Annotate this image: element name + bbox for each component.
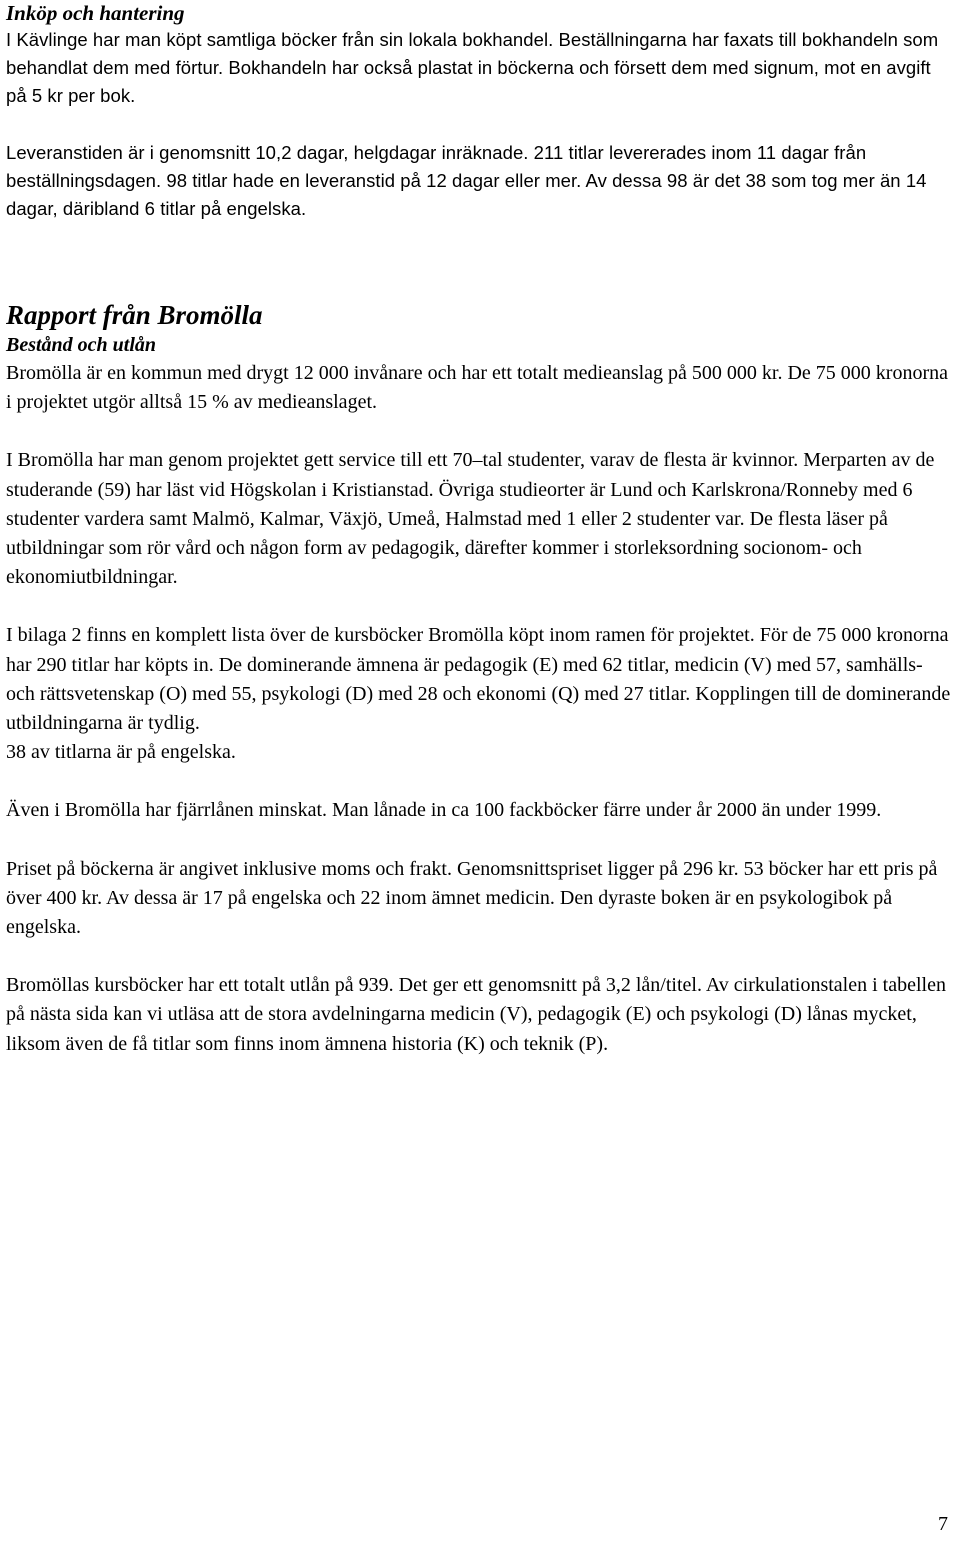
section-heading-inkop: Inköp och hantering	[6, 1, 185, 25]
paragraph-inkop: I Kävlinge har man köpt samtliga böcker från sin lokala bokhandel. Beställningarna har faxats till bokhandeln som behandlat dem med förtur. Bokhandeln har också plastat in böckerna och försett dem med signum, mot en avgift på 5 kr per bok.	[6, 29, 939, 106]
paragraph-gap	[6, 592, 956, 621]
paragraph-pris: Priset på böckerna är angivet inklusive moms och frakt. Genomsnittspriset ligger på 296 kr. 53 böcker har ett pris på över 400 kr. Av dessa är 17 på engelska och 22 inom ämnet medicin. Den dyraste boken är en psykologibok på engelska.	[6, 857, 938, 939]
paragraph-kommun: Bromölla är en kommun med drygt 12 000 invånare och har ett totalt medieanslag på 500 000 kr. De 75 000 kronorna i projektet utgör alltså 15 % av medieanslaget.	[6, 362, 948, 414]
paragraph-gap	[6, 110, 956, 139]
paragraph-gap	[6, 417, 956, 446]
paragraph-gap	[6, 826, 956, 855]
paragraph-leveranstid: Leveranstiden är i genomsnitt 10,2 dagar, helgdagar inräknade. 211 titlar levererades inom 11 dagar från beställningsdagen. 98 titlar hade en leveranstid på 12 dagar eller mer. Av dessa 98 är det 38 som tog mer än 14 dagar, däribland 6 titlar på engelska.	[6, 142, 927, 219]
paragraph-gap	[6, 767, 956, 796]
page-number: 7	[938, 1513, 948, 1535]
paragraph-utlan: Bromöllas kursböcker har ett totalt utlån på 939. Det ger ett genomsnitt på 3,2 lån/titel. Av cirkulationstalen i tabellen på nästa sida kan vi utläsa att de stora avdelningarna medicin (V), pedagogik (E) och psykologi (D) lånas mycket, liksom även de få titlar som finns inom ämnena historia (K) och teknik (P).	[6, 974, 946, 1055]
section-heading-bromolla: Rapport från Bromölla	[6, 300, 263, 330]
paragraph-fjarrlan: Även i Bromölla har fjärrlånen minskat. Man lånade in ca 100 fackböcker färre under år 2000 än under 1999.	[6, 799, 882, 822]
section-gap	[6, 223, 956, 299]
subheading-bestand: Bestånd och utlån	[6, 334, 157, 356]
paragraph-gap	[6, 942, 956, 971]
document-page	[6, 0, 956, 1059]
paragraph-bilaga: I bilaga 2 finns en komplett lista över de kursböcker Bromölla köpt inom ramen för projektet. För de 75 000 kronorna har 290 titlar har köpts in. De dominerande ämnena är pedagogik (E) med 62 titlar, medicin (V) med 57, samhälls- och rättsvetenskap (O) med 55, psykologi (D) med 28 och ekonomi (Q) med 27 titlar. Kopplingen till de dominerande utbildningarna är tydlig.	[6, 624, 951, 735]
paragraph-engelska: 38 av titlarna är på engelska.	[6, 741, 236, 764]
paragraph-studenter: I Bromölla har man genom projektet gett service till ett 70–tal studenter, varav de flesta är kvinnor. Merparten av de studerande (59) har läst vid Högskolan i Kristianstad. Övriga studieorter är Lund och Karlskrona/Ronneby med 6 studenter vardera samt Malmö, Kalmar, Växjö, Umeå, Halmstad med 1 eller 2 studenter var. De flesta läser på utbildningar som rör vård och någon form av pedagogik, därefter kommer i storleksordning socionom- och ekonomiutbildningar.	[6, 449, 935, 589]
